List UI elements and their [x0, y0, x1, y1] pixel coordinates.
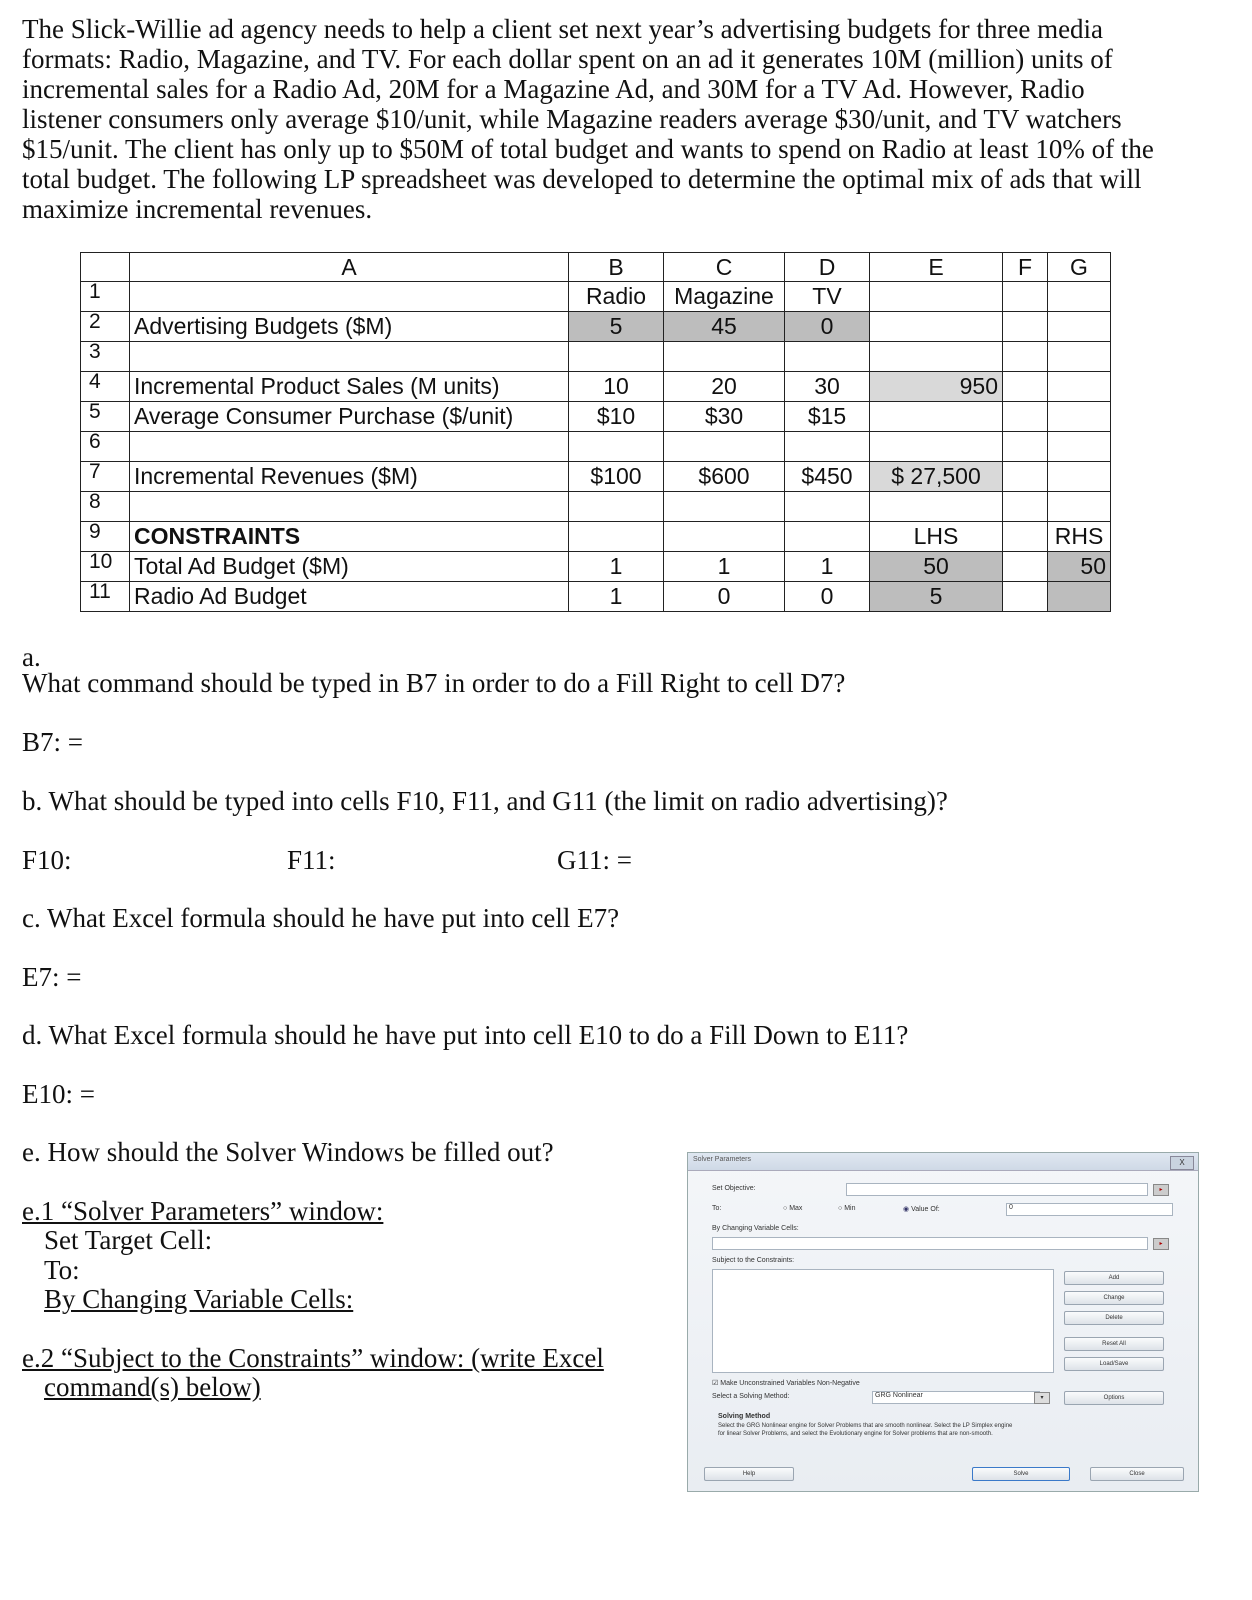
- cell-f2: [1003, 312, 1048, 342]
- e1-to: To:: [44, 1255, 80, 1285]
- intro-line: formats: Radio, Magazine, and TV. For each dollar spent on an ad it generates 10M (million) units of: [22, 44, 1113, 74]
- cell-a6: [130, 432, 569, 462]
- answer-g11: G11: =: [557, 845, 632, 875]
- help-button[interactable]: Help: [704, 1467, 794, 1481]
- solving-method-title: Solving Method: [718, 1413, 771, 1420]
- cell-b9: [569, 522, 664, 552]
- checkbox-checked-icon: ☑: [712, 1380, 719, 1387]
- table-row: [81, 402, 1111, 432]
- cell-a3: [130, 342, 569, 372]
- cell-f1: [1003, 282, 1048, 312]
- changing-cells-input[interactable]: [712, 1237, 1148, 1250]
- nonnegative-label: Make Unconstrained Variables Non-Negative: [720, 1380, 860, 1387]
- col-header-f: F: [1003, 253, 1048, 282]
- e1-set-target: [44, 1225, 212, 1256]
- cell-b8: [569, 492, 664, 522]
- intro-line: incremental sales for a Radio Ad, 20M for a Magazine Ad, and 30M for a TV Ad. However, Radio: [22, 74, 1085, 104]
- changing-cells-label: By Changing Variable Cells:: [712, 1225, 799, 1232]
- cell-a7: Incremental Revenues ($M): [130, 462, 569, 492]
- value-of-label: Value Of:: [911, 1206, 940, 1213]
- cell-e6: [870, 432, 1003, 462]
- constraints-label: Subject to the Constraints:: [712, 1257, 795, 1264]
- cell-c6: [664, 432, 785, 462]
- intro-line: The Slick-Willie ad agency needs to help a client set next year’s advertising budgets for three media: [22, 14, 1104, 44]
- col-header-d: D: [785, 253, 870, 282]
- cell-a9: CONSTRAINTS: [130, 522, 569, 552]
- cell-g5: [1048, 402, 1111, 432]
- cell-a10: Total Ad Budget ($M): [130, 552, 569, 582]
- intro-line: listener consumers only average $10/unit, while Magazine readers average $30/unit, and TV watchers: [22, 104, 1122, 134]
- question-e1-title: e.1 “Solver Parameters” window:: [22, 1196, 384, 1226]
- row-number: 4: [81, 372, 130, 402]
- row-number: 1: [81, 282, 130, 312]
- load-save-button[interactable]: Load/Save: [1064, 1357, 1164, 1371]
- row-number: 2: [81, 312, 130, 342]
- table-row: [81, 432, 1111, 462]
- cell-g4: [1048, 372, 1111, 402]
- cell-g6: [1048, 432, 1111, 462]
- cell-e9: LHS: [870, 522, 1003, 552]
- cell-b1: Radio: [569, 282, 664, 312]
- value-of-radio[interactable]: [903, 1205, 940, 1213]
- add-button[interactable]: Add: [1064, 1271, 1164, 1285]
- cell-b4: 10: [569, 372, 664, 402]
- cell-d3: [785, 342, 870, 372]
- cell-d2: 0: [785, 312, 870, 342]
- reset-all-button[interactable]: Reset All: [1064, 1337, 1164, 1351]
- question-a-text: What command should be typed in B7 in order to do a Fill Right to cell D7?: [22, 668, 846, 698]
- constraints-list[interactable]: [712, 1269, 1054, 1373]
- solving-method-desc-2: for linear Solver Problems, and select the Evolutionary engine for Solver problems that are non-smooth.: [718, 1431, 993, 1437]
- col-header-e: E: [870, 253, 1003, 282]
- cell-b3: [569, 342, 664, 372]
- col-header-g: G: [1048, 253, 1111, 282]
- cell-d9: [785, 522, 870, 552]
- cell-g8: [1048, 492, 1111, 522]
- cell-f9: [1003, 522, 1048, 552]
- intro-line: maximize incremental revenues.: [22, 194, 373, 224]
- col-header-b: B: [569, 253, 664, 282]
- cell-f4: [1003, 372, 1048, 402]
- cell-c3: [664, 342, 785, 372]
- cell-b5: $10: [569, 402, 664, 432]
- solver-title: Solver Parameters: [693, 1156, 751, 1163]
- row-number: 11: [81, 582, 130, 612]
- cell-d7: $450: [785, 462, 870, 492]
- cell-c10: 1: [664, 552, 785, 582]
- cell-c5: $30: [664, 402, 785, 432]
- answer-e7: E7: =: [22, 962, 82, 992]
- cell-g9: RHS: [1048, 522, 1111, 552]
- close-button[interactable]: Close: [1090, 1467, 1184, 1481]
- intro-line: $15/unit. The client has only up to $50M of total budget and wants to spend on Radio at least 10% of the: [22, 134, 1154, 164]
- table-row: [81, 552, 1111, 582]
- cell-e4: 950: [870, 372, 1003, 402]
- cell-d1: TV: [785, 282, 870, 312]
- cell-f5: [1003, 402, 1048, 432]
- close-icon[interactable]: X: [1170, 1156, 1194, 1170]
- method-select[interactable]: [872, 1391, 1040, 1404]
- chevron-down-icon[interactable]: ▾: [1034, 1392, 1050, 1404]
- table-row: [81, 582, 1111, 612]
- min-radio[interactable]: ○ Min: [838, 1205, 856, 1212]
- row-number: 8: [81, 492, 130, 522]
- cell-c1: Magazine: [664, 282, 785, 312]
- intro-line: total budget. The following LP spreadsheet was developed to determine the optimal mix of ads that will: [22, 164, 1142, 194]
- cell-e8: [870, 492, 1003, 522]
- question-c-text: c. What Excel formula should he have put into cell E7?: [22, 903, 620, 933]
- cell-c8: [664, 492, 785, 522]
- solve-button[interactable]: Solve: [972, 1467, 1070, 1481]
- range-select-icon[interactable]: ▸: [1153, 1184, 1169, 1196]
- cell-b6: [569, 432, 664, 462]
- options-button[interactable]: Options: [1064, 1391, 1164, 1405]
- solving-method-desc-1: Select the GRG Nonlinear engine for Solver Problems that are smooth nonlinear. Select the LP Simplex engine: [718, 1423, 1013, 1429]
- cell-g1: [1048, 282, 1111, 312]
- answer-e10: E10: =: [22, 1079, 95, 1109]
- answer-f10: F10:: [22, 845, 72, 875]
- method-value: GRG Nonlinear: [875, 1392, 923, 1399]
- corner-cell: [81, 253, 130, 282]
- cell-a4: Incremental Product Sales (M units): [130, 372, 569, 402]
- answer-f11: F11:: [287, 845, 336, 875]
- table-row: [81, 462, 1111, 492]
- value-of-text: 0: [1009, 1204, 1013, 1211]
- answer-b7: B7: =: [22, 727, 83, 757]
- cell-e5: [870, 402, 1003, 432]
- cell-e7: $ 27,500: [870, 462, 1003, 492]
- cell-a11: Radio Ad Budget: [130, 582, 569, 612]
- cell-f3: [1003, 342, 1048, 372]
- cell-d10: 1: [785, 552, 870, 582]
- solver-title-bar: [688, 1153, 1198, 1171]
- set-objective-input[interactable]: [846, 1183, 1148, 1196]
- cell-d5: $15: [785, 402, 870, 432]
- cell-a2: Advertising Budgets ($M): [130, 312, 569, 342]
- solver-parameters-dialog: [687, 1152, 1199, 1492]
- column-header-row: [81, 253, 1111, 282]
- cell-d11: 0: [785, 582, 870, 612]
- row-number: 5: [81, 402, 130, 432]
- cell-c9: [664, 522, 785, 552]
- radio-selected-icon: ◉: [903, 1206, 910, 1213]
- question-b-text: b. What should be typed into cells F10, F11, and G11 (the limit on radio advertising)?: [22, 786, 948, 816]
- cell-c11: 0: [664, 582, 785, 612]
- e1-set-target-text: Set Target Cell:: [44, 1225, 213, 1255]
- cell-b10: 1: [569, 552, 664, 582]
- row-number: 9: [81, 522, 130, 552]
- cell-f8: [1003, 492, 1048, 522]
- row-number: 7: [81, 462, 130, 492]
- cell-e10: 50: [870, 552, 1003, 582]
- delete-button[interactable]: Delete: [1064, 1311, 1164, 1325]
- cell-f11: [1003, 582, 1048, 612]
- question-e-text: e. How should the Solver Windows be filled out?: [22, 1137, 554, 1167]
- cell-f7: [1003, 462, 1048, 492]
- question-d-text: d. What Excel formula should he have put into cell E10 to do a Fill Down to E11?: [22, 1020, 909, 1050]
- question-e2-line1: e.2 “Subject to the Constraints” window: (write Excel: [22, 1343, 604, 1373]
- table-row: [81, 492, 1111, 522]
- cell-f10: [1003, 552, 1048, 582]
- cell-e1: [870, 282, 1003, 312]
- cell-g7: [1048, 462, 1111, 492]
- table-row: [81, 372, 1111, 402]
- table-row: [81, 342, 1111, 372]
- table-row: [81, 312, 1111, 342]
- row-number: 10: [81, 552, 130, 582]
- min-label: Min: [844, 1205, 856, 1212]
- max-radio[interactable]: ○ Max: [783, 1205, 803, 1212]
- cell-d6: [785, 432, 870, 462]
- cell-e3: [870, 342, 1003, 372]
- table-row: [81, 282, 1111, 312]
- cell-c4: 20: [664, 372, 785, 402]
- col-header-c: C: [664, 253, 785, 282]
- cell-c7: $600: [664, 462, 785, 492]
- cell-d4: 30: [785, 372, 870, 402]
- value-of-input[interactable]: [1006, 1203, 1173, 1216]
- cell-e2: [870, 312, 1003, 342]
- question-a-label: a.: [22, 642, 41, 672]
- cell-a1: [130, 282, 569, 312]
- method-label: Select a Solving Method:: [712, 1393, 790, 1400]
- cell-a8: [130, 492, 569, 522]
- cell-f6: [1003, 432, 1048, 462]
- row-number: 6: [81, 432, 130, 462]
- lp-spreadsheet: [80, 252, 1111, 612]
- cell-g3: [1048, 342, 1111, 372]
- cell-a5: Average Consumer Purchase ($/unit): [130, 402, 569, 432]
- cell-b7: $100: [569, 462, 664, 492]
- cell-b2: 5: [569, 312, 664, 342]
- intro-paragraph: [22, 14, 1222, 224]
- nonnegative-checkbox[interactable]: [712, 1379, 860, 1387]
- row-number: 3: [81, 342, 130, 372]
- cell-e11: 5: [870, 582, 1003, 612]
- cell-d8: [785, 492, 870, 522]
- range-select-icon[interactable]: ▸: [1153, 1238, 1169, 1250]
- cell-g10: 50: [1048, 552, 1111, 582]
- col-header-a: A: [130, 253, 569, 282]
- e1-changing: By Changing Variable Cells:: [44, 1284, 354, 1314]
- set-objective-label: Set Objective:: [712, 1185, 756, 1192]
- max-label: Max: [789, 1205, 803, 1212]
- cell-c2: 45: [664, 312, 785, 342]
- cell-g2: [1048, 312, 1111, 342]
- cell-g11: [1048, 582, 1111, 612]
- table-row: [81, 522, 1111, 552]
- to-label: To:: [712, 1205, 722, 1212]
- change-button[interactable]: Change: [1064, 1291, 1164, 1305]
- cell-b11: 1: [569, 582, 664, 612]
- question-e2-line2: command(s) below): [44, 1372, 261, 1402]
